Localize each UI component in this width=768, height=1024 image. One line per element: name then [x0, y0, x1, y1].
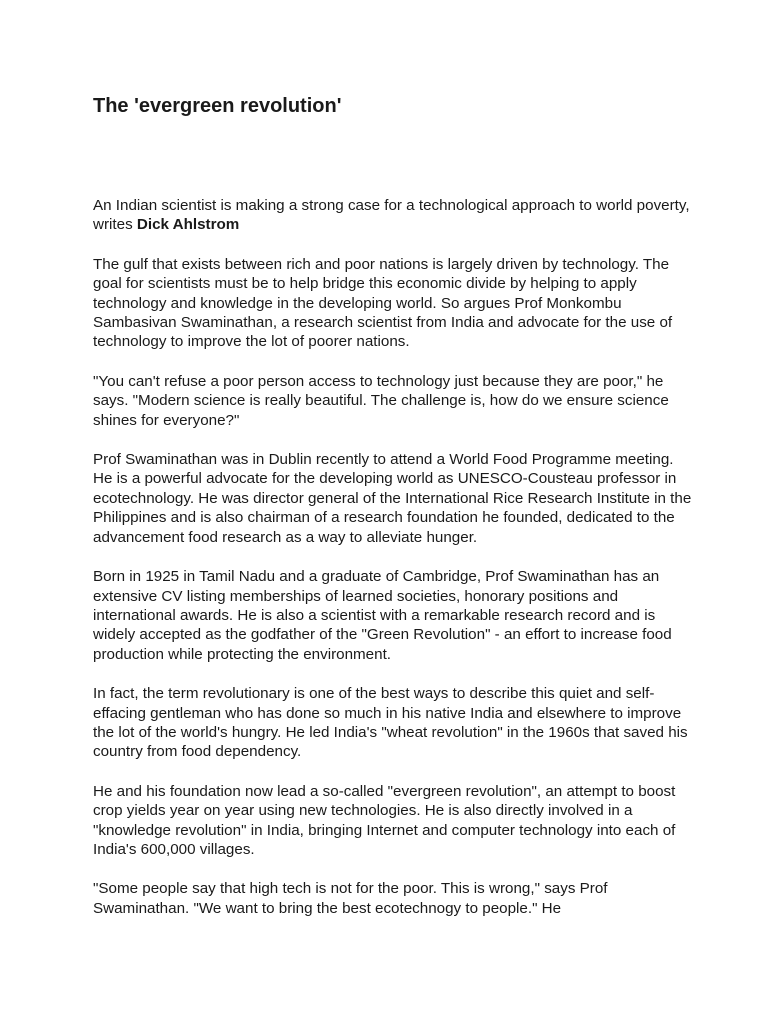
author-byline: Dick Ahlstrom: [136, 216, 240, 234]
article-title: The 'evergreen revolution': [93, 95, 342, 117]
paragraph-1: The gulf that exists between rich and poor nations is largely driven by technology. The goal for scientists must be to help bridge this economic divide by helping to apply technology and knowledge in the developing world. So argues Prof Monkombu Sambasivan Swaminathan, a research scientist from India and advocate for the use of technology to improve the lot of poorer nations.: [93, 255, 673, 351]
paragraph-5: In fact, the term revolutionary is one of the best ways to describe this quiet and self-effacing gentleman who has done so much in his native India and elsewhere to improve the lot of the world's hungry. He led India's "wheat revolution" in the 1960s that saved his country from food dependency.: [93, 685, 688, 761]
paragraph-2: "You can't refuse a poor person access to technology just because they are poor," he says. "Modern science is really beautiful. The challenge is, how do we ensure science shines for everyone?": [93, 372, 669, 429]
paragraph-4: Born in 1925 in Tamil Nadu and a graduate of Cambridge, Prof Swaminathan has an extensive CV listing memberships of learned societies, honorary positions and international awards. He is also a scientist with a remarkable research record and is widely accepted as the godfather of the "Green Revolution" - an effort to increase food production while protecting the environment.: [93, 568, 672, 663]
paragraph-6: He and his foundation now lead a so-called "evergreen revolution", an attempt to boost crop yields year on year using new technologies. He is also directly involved in a "knowledge revolution" in India, bringing Internet and computer technology into each of India's 600,000 villages.: [93, 782, 676, 858]
article-intro: [93, 196, 693, 235]
paragraph-3: Prof Swaminathan was in Dublin recently to attend a World Food Programme meeting. He is a powerful advocate for the developing world as UNESCO-Cousteau professor in ecotechnology. He was director general of the International Rice Research Institute in the Philippines and is also chairman of a research foundation he founded, dedicated to the advancement food research as a way to alleviate hunger.: [93, 451, 692, 546]
paragraph-7: "Some people say that high tech is not for the poor. This is wrong," says Prof Swaminathan. "We want to bring the best ecotechnogy to people." He: [93, 880, 608, 917]
intro-text: An Indian scientist is making a strong case for a technological approach to world poverty, writes: [93, 197, 690, 234]
article-body: [93, 196, 693, 938]
